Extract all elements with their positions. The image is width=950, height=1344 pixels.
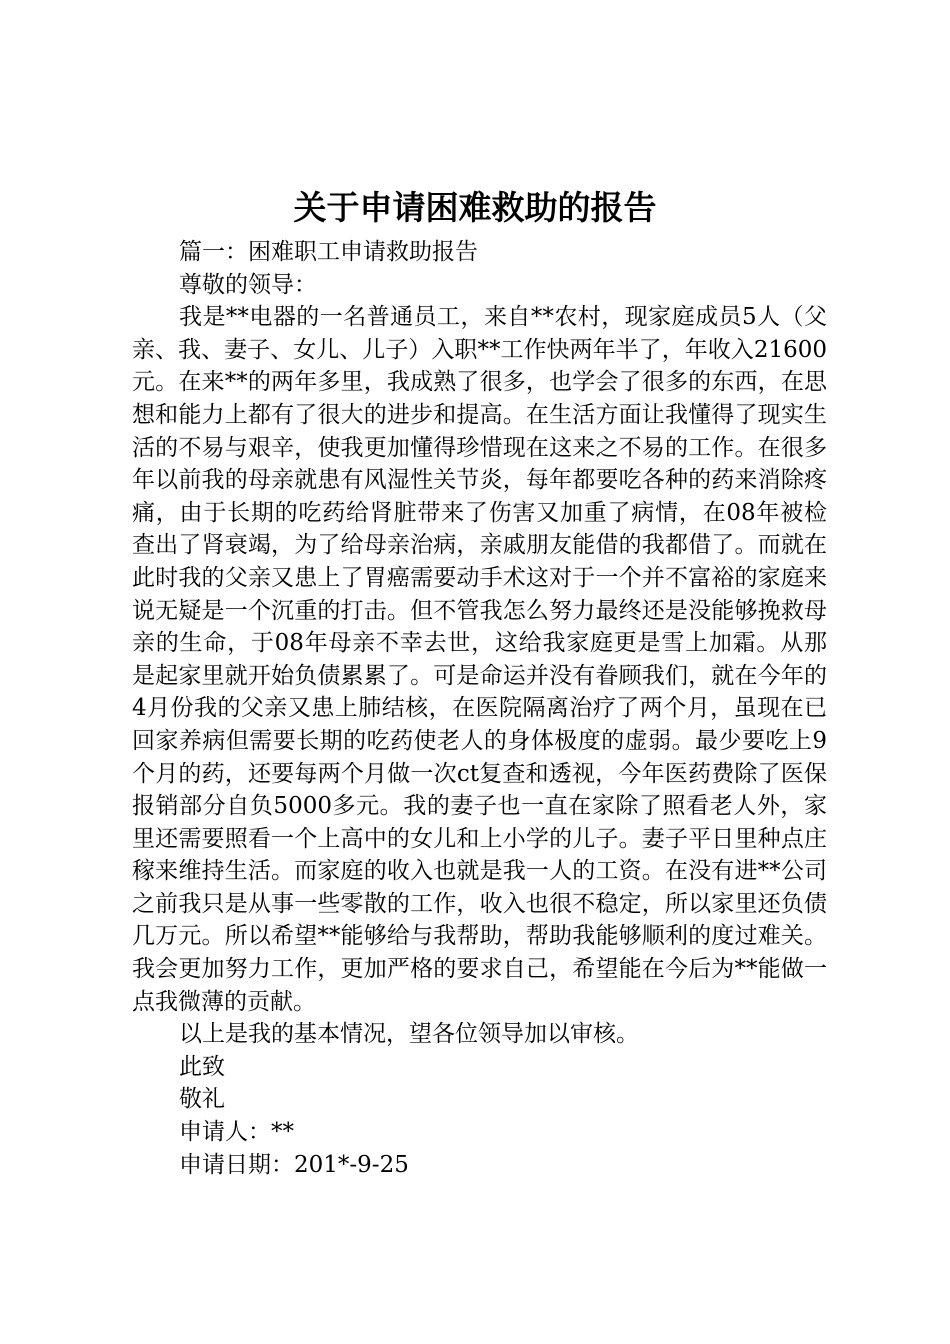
salutation: 尊敬的领导： — [179, 271, 317, 298]
closing-jingli: 敬礼 — [179, 1086, 225, 1113]
applicant-line: 申请人：** — [179, 1119, 294, 1146]
document-subtitle: 篇一：困难职工申请救助报告 — [179, 239, 478, 265]
closing-statement: 以上是我的基本情况，望各位领导加以审核。 — [179, 1021, 639, 1048]
body-paragraph: 我是**电器的一名普通员工，来自**农村，现家庭成员5人（父亲、我、妻子、女儿、儿子）入职**工作快两年半了，年收入21600元。在来**的两年多里，我成熟了很多，也学会了很多的东西，在思想和能力上都有了很大的进步和提高。在生活方面让我懂得了现实生活的不易与艰辛，使我更加懂得珍惜现在这来之不易的工作。在很多年以前我的母亲就患有风湿性关节炎，每年都要吃各种的药来消除疼痛，由于长期的吃药给肾脏带来了伤害又加重了病情，在08年被检查出了肾衰竭，为了给母亲治病，亲戚朋友能借的我都借了。而就在此时我的父亲又患上了胃癌需要动手术这对于一个并不富裕的家庭来说无疑是一个沉重的打击。但不管我怎么努力最终还是没能够挽救母亲的生命，于08年母亲不幸去世，这给我家庭更是雪上加霜。从那是起家里就开始负债累累了。可是命运并没有眷顾我们，就在今年的4月份我的父亲又患上肺结核，在医院隔离治疗了两个月，虽现在已回家养病但需要长期的吃药使老人的身体极度的虚弱。最少要吃上9个月的药，还要每两个月做一次ct复查和透视，今年医药费除了医保报销部分自负5000多元。我的妻子也一直在家除了照看老人外，家里还需要照看一个上高中的女儿和上小学的儿子。妻子平日里种点庄稼来维持生活。而家庭的收入也就是我一人的工资。在没有进**公司之前我只是从事一些零散的工作，收入也很不稳定，所以家里还负债几万元。所以希望**能够给与我帮助，帮助我能够顺利的度过难关。我会更加努力工作，更加严格的要求自己，希望能在今后为**能做一点我微薄的贡献。 — [132, 304, 827, 1015]
closing-cizhi: 此致 — [179, 1053, 225, 1080]
document-title: 关于申请困难救助的报告 — [293, 188, 657, 227]
document-content — [132, 236, 827, 1181]
application-date: 申请日期：201*-9-25 — [179, 1151, 409, 1178]
